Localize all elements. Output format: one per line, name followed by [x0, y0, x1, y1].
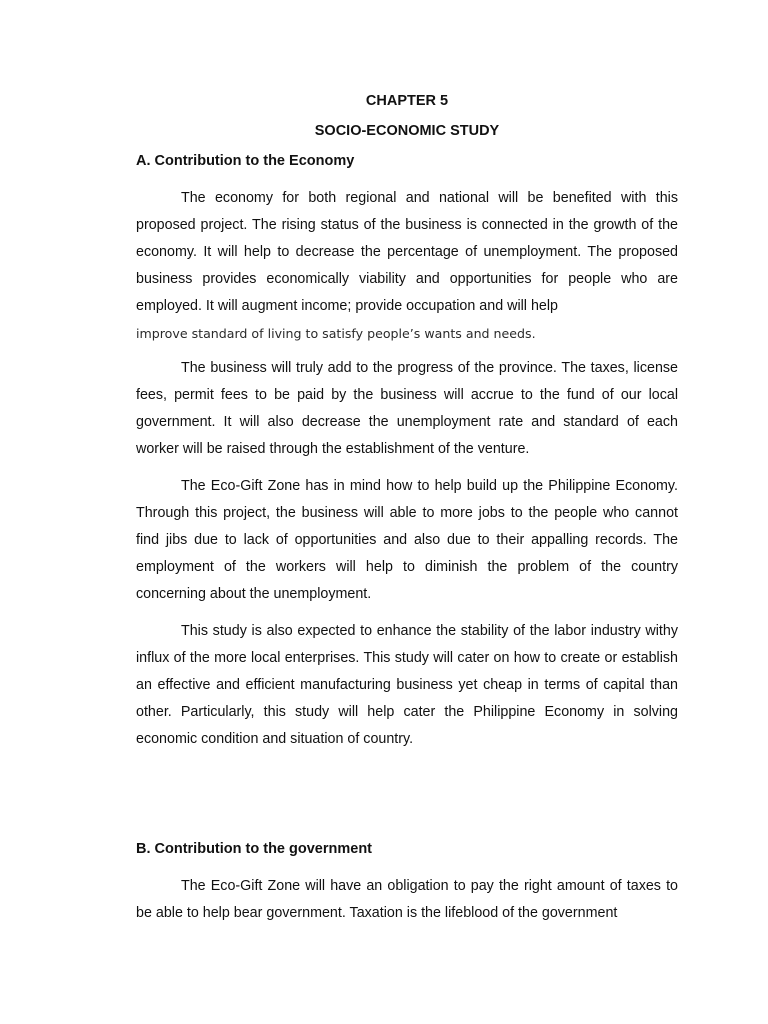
- section-a-paragraph-1: [136, 185, 678, 347]
- section-a-paragraph-4: This study is also expected to enhance the stability of the labor industry withy influx of the more local enterprises. This study will cater on how to create or establish an effective and efficient manufacturing business yet cheap in terms of capital than other. Particularly, this study will help cater the Philippine Economy in solving economic condition and situation of country.: [136, 623, 678, 747]
- section-a-paragraph-1-tail: improve standard of living to satisfy people’s wants and needs.: [136, 326, 536, 341]
- chapter-label: CHAPTER 5: [365, 93, 449, 109]
- section-b-paragraph-1: The Eco-Gift Zone will have an obligation to pay the right amount of taxes to be able to help bear government. Taxation is the lifeblood of the government: [136, 878, 678, 921]
- chapter-title: SOCIO-ECONOMIC STUDY: [314, 123, 500, 139]
- section-a-heading: A. Contribution to the Economy: [136, 153, 355, 169]
- section-a-paragraph-3: The Eco-Gift Zone has in mind how to help build up the Philippine Economy. Through this project, the business will able to more jobs to the people who cannot find jibs due to lack of opportunities and also due to their appalling records. The employment of the workers will help to diminish the problem of the country concerning about the unemployment.: [136, 478, 678, 602]
- section-a-paragraph-2: The business will truly add to the progress of the province. The taxes, license fees, permit fees to be paid by the business will accrue to the fund of our local government. It will also decrease the unemployment rate and standard of each worker will be raised through the establishment of the venture.: [136, 360, 678, 457]
- section-b-heading: B. Contribution to the government: [136, 841, 373, 857]
- section-a-paragraph-1-text: The economy for both regional and national will be benefited with this proposed project. The rising status of the business is connected in the growth of the economy. It will help to decrease the percentage of unemployment. The proposed business provides economically viability and opportunities for people who are employed. It will augment income; provide occupation and will help: [136, 190, 678, 314]
